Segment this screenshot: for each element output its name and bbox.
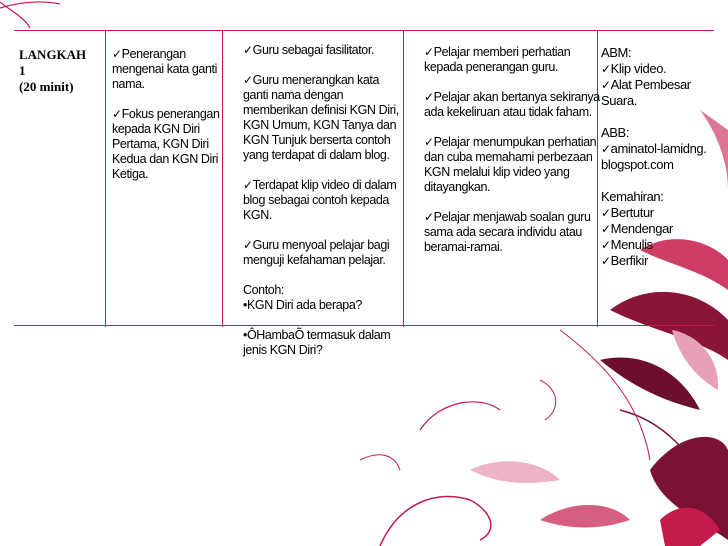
kemahiran-item: Berfikir xyxy=(610,253,648,268)
abb-label: ABB: xyxy=(601,125,630,140)
contoh-label: Contoh: xyxy=(243,283,284,297)
check-icon: ✓ xyxy=(424,90,434,104)
list-item xyxy=(424,210,602,255)
guru-text: Guru menyoal pelajar bagi menguji kefahaman pelajar. xyxy=(243,238,390,267)
guru-text: Guru menerangkan kata ganti nama dengan memberikan definisi KGN Diri, KGN Umum, KGN Tanya dan KGN Tunjuk berserta contoh yang terdapat di dalam blog. xyxy=(243,73,399,162)
pelajar-text: Pelajar menjawab soalan guru sama ada secara individu atau beramai-ramai. xyxy=(424,210,591,254)
pelajar-text: Pelajar memberi perhatian kepada penerangan guru. xyxy=(424,45,571,74)
list-item xyxy=(601,61,713,77)
kemahiran-item: Bertutur xyxy=(610,205,654,220)
column-guru xyxy=(243,31,405,357)
kemahiran-item: Mendengar xyxy=(610,221,673,236)
contoh-item: •KGN Diri ada berapa? xyxy=(243,298,362,312)
list-item xyxy=(601,141,713,173)
column-divider xyxy=(222,31,223,327)
check-icon: ✓ xyxy=(601,78,611,92)
guru-text: Guru sebagai fasilitator. xyxy=(252,43,374,57)
guru-text: Terdapat klip video di dalam blog sebagai contoh kepada KGN. xyxy=(243,178,397,222)
list-item xyxy=(424,90,602,120)
list-item xyxy=(601,77,713,109)
check-icon: ✓ xyxy=(243,238,253,252)
list-item xyxy=(601,237,713,253)
list-item xyxy=(243,43,405,58)
swirl-bottom-center xyxy=(360,380,630,546)
pelajar-text: Pelajar menumpukan perhatian dan cuba memahami perbezaan KGN melalui klip video yang ditayangkan. xyxy=(424,135,597,194)
column-isi xyxy=(112,31,220,327)
langkah-duration: (20 minit) xyxy=(19,79,74,94)
abb-item: aminatol-lamidng.blogspot.com xyxy=(601,141,707,172)
check-icon: ✓ xyxy=(243,43,253,57)
list-item xyxy=(601,205,713,221)
check-icon: ✓ xyxy=(243,178,253,192)
isi-text: Fokus penerangan kepada KGN Diri Pertama, KGN Diri Kedua dan KGN Diri Ketiga. xyxy=(112,107,220,181)
check-icon: ✓ xyxy=(601,62,611,76)
abm-item: Klip video. xyxy=(610,61,667,76)
abm-item: Alat Pembesar Suara. xyxy=(601,77,691,108)
check-icon: ✓ xyxy=(601,238,611,252)
check-icon: ✓ xyxy=(424,135,434,149)
list-item xyxy=(424,135,602,195)
column-divider xyxy=(105,31,106,327)
kemahiran-item: Menulis xyxy=(610,237,653,252)
column-bahan xyxy=(601,31,713,327)
list-item xyxy=(243,178,405,223)
column-pelajar xyxy=(424,31,602,327)
check-icon: ✓ xyxy=(424,210,434,224)
column-langkah xyxy=(19,31,101,327)
list-item xyxy=(243,238,405,268)
list-item xyxy=(601,253,713,269)
corner-swirl-top-left xyxy=(0,2,60,28)
check-icon: ✓ xyxy=(601,206,611,220)
check-icon: ✓ xyxy=(112,47,122,61)
check-icon: ✓ xyxy=(112,107,122,121)
check-icon: ✓ xyxy=(424,45,434,59)
list-item xyxy=(243,73,405,163)
list-item xyxy=(601,221,713,237)
check-icon: ✓ xyxy=(601,254,611,268)
pelajar-text: Pelajar akan bertanya sekiranya ada kekeliruan atau tidak faham. xyxy=(424,90,600,119)
list-item xyxy=(424,45,602,75)
list-item xyxy=(112,47,220,92)
contoh-item: •ÔHambaÕ termasuk dalam jenis KGN Diri? xyxy=(243,328,391,357)
isi-text: Penerangan mengenai kata ganti nama. xyxy=(112,47,217,91)
check-icon: ✓ xyxy=(601,142,611,156)
langkah-number: 1 xyxy=(19,63,26,78)
list-item xyxy=(112,107,220,182)
check-icon: ✓ xyxy=(601,222,611,236)
check-icon: ✓ xyxy=(243,73,253,87)
abm-label: ABM: xyxy=(601,45,632,60)
langkah-label: LANGKAH xyxy=(19,47,87,62)
lesson-plan-table xyxy=(14,30,714,357)
kemahiran-label: Kemahiran: xyxy=(601,189,664,204)
